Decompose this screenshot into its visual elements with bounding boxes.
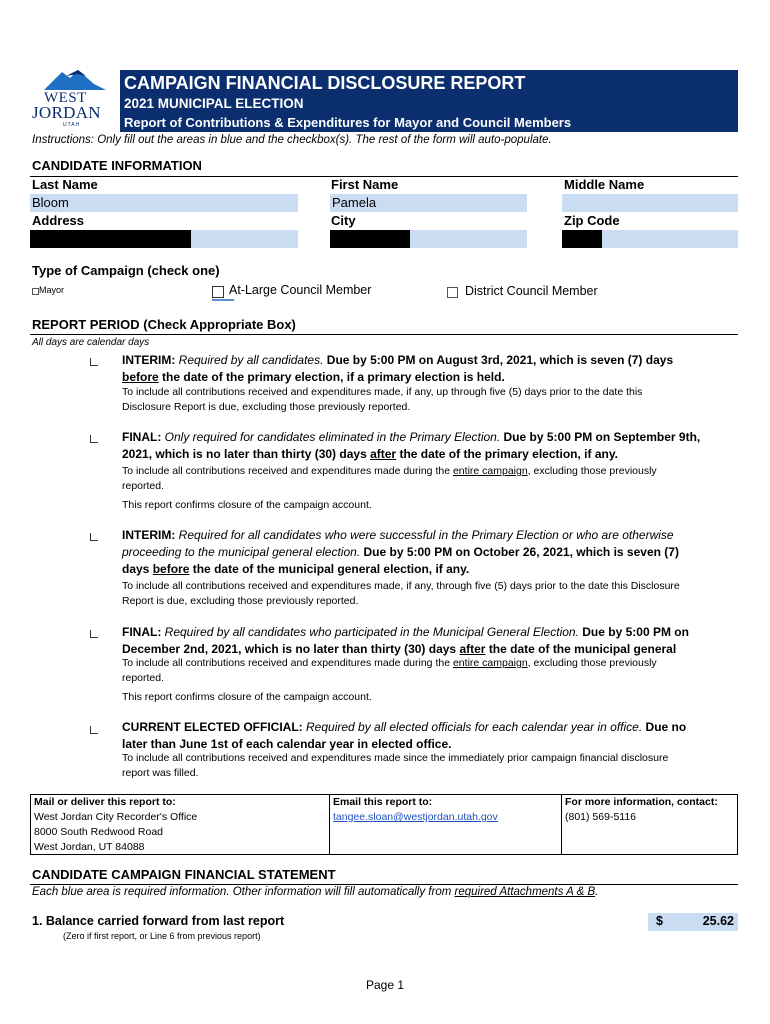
city-redaction (330, 230, 410, 248)
contact-phone: (801) 569-5116 (565, 811, 637, 823)
zip-redaction (562, 230, 602, 248)
logo-jordan: JORDAN (32, 103, 101, 122)
line1-label: 1. Balance carried forward from last report (32, 914, 285, 928)
address-redaction (30, 230, 191, 248)
elected-official-checkbox[interactable] (90, 726, 98, 734)
email-link[interactable]: tangee.sloan@westjordan.utah.gov (333, 811, 498, 823)
district-option-label: District Council Member (465, 284, 598, 298)
last-name-label: Last Name (32, 177, 98, 192)
city-label: City (331, 213, 356, 228)
report-subtitle: 2021 MUNICIPAL ELECTION (124, 96, 304, 111)
campaign-type-title: Type of Campaign (check one) (32, 263, 220, 278)
final-general-text: FINAL: Required by all candidates who participated in the Municipal General Election. Due by 5:00 PM on December 2nd, 2021, which is no later than thirty (30) days after the date of the municipal general (122, 625, 689, 656)
first-name-field[interactable]: Pamela (330, 194, 527, 212)
elected-official-text: CURRENT ELECTED OFFICIAL: Required by all elected officials for each calendar year in office. Due no later than June 1st of each calendar year in elected office. (122, 720, 687, 751)
interim-primary-detail: To include all contributions received and expenditures made, if any, up through five (5) days prior to the date this Disclosure Report is due, excluding those previously reported. (122, 386, 643, 413)
elected-official-detail: To include all contributions received and expenditures made since the immediately prior campaign financial disclosure report was filled. (122, 752, 669, 779)
statement-note: Each blue area is required information. Other information will fill automatically from required Attachments A & B. (32, 886, 599, 898)
final-primary-closure: This report confirms closure of the campaign account. (122, 499, 372, 511)
final-primary-detail: To include all contributions received and expenditures made during the entire campaign, excluding those previously reported. (122, 465, 657, 492)
middle-name-field[interactable] (562, 194, 738, 212)
line1-value: 25.62 (702, 914, 734, 928)
section-divider (30, 884, 738, 885)
report-period-title: REPORT PERIOD (Check Appropriate Box) (32, 317, 296, 332)
mayor-option-label: Mayor (39, 285, 65, 295)
page-number: Page 1 (366, 978, 405, 992)
interim-primary-checkbox[interactable] (90, 358, 98, 366)
logo-utah: UTAH (63, 122, 81, 128)
last-name-field[interactable]: Bloom (30, 194, 298, 212)
interim-general-detail: To include all contributions received and expenditures made, if any, through five (5) days prior to the date this Disclosure Report is due, excluding those previously reported. (122, 580, 680, 607)
mail-line: West Jordan, UT 84088 (34, 841, 145, 853)
line1-note: (Zero if first report, or Line 6 from previous report) (63, 931, 261, 941)
contact-column (562, 795, 737, 854)
final-general-detail: To include all contributions received and expenditures made during the entire campaign, excluding those previously reported. (122, 657, 657, 684)
report-title: CAMPAIGN FINANCIAL DISCLOSURE REPORT (124, 73, 526, 93)
district-checkbox[interactable] (447, 287, 458, 298)
interim-general-checkbox[interactable] (90, 533, 98, 541)
at-large-option-label: At-Large Council Member (229, 283, 372, 297)
report-subtitle-2: Report of Contributions & Expenditures for Mayor and Council Members (124, 115, 572, 130)
mail-line: 8000 South Redwood Road (34, 826, 164, 838)
west-jordan-logo (30, 68, 116, 130)
mail-column (31, 795, 330, 854)
final-general-closure: This report confirms closure of the campaign account. (122, 691, 372, 703)
logo-west: WEST (44, 90, 87, 106)
interim-general-text: INTERIM: Required for all candidates who were successful in the Primary Election or who are otherwise proceeding to the municipal general election. Due by 5:00 PM on October 26, 2021, which is seven (7) days before the date of the municipal general election, if any. (122, 528, 679, 576)
final-primary-text: FINAL: Only required for candidates eliminated in the Primary Election. Due by 5:00 PM on September 9th, 2021, which is no later than thirty (30) days after the date of the primary election, if any. (122, 430, 701, 461)
statement-title: CANDIDATE CAMPAIGN FINANCIAL STATEMENT (32, 867, 336, 882)
instructions: Instructions: Only fill out the areas in blue and the checkbox(s). The rest of the form will auto-populate. (32, 134, 552, 146)
address-label: Address (32, 213, 85, 228)
email-title: Email this report to: (333, 796, 433, 808)
line1-value-field[interactable] (648, 913, 738, 931)
mayor-checkbox[interactable] (32, 288, 39, 295)
header-banner (120, 70, 738, 132)
candidate-section-title: CANDIDATE INFORMATION (32, 158, 202, 173)
mail-title: Mail or deliver this report to: (34, 796, 176, 808)
email-column (330, 795, 562, 854)
zip-label: Zip Code (564, 213, 620, 228)
mail-line: West Jordan City Recorder's Office (34, 811, 198, 823)
checkbox-focus-underline (212, 299, 234, 301)
delivery-info-table (30, 794, 738, 855)
report-period-note: All days are calendar days (32, 337, 150, 348)
final-primary-checkbox[interactable] (90, 435, 98, 443)
middle-name-label: Middle Name (564, 177, 645, 192)
mountain-icon (44, 68, 106, 92)
final-general-checkbox[interactable] (90, 630, 98, 638)
at-large-checkbox[interactable] (212, 286, 224, 298)
currency-symbol: $ (656, 914, 663, 928)
contact-title: For more information, contact: (565, 796, 718, 808)
section-divider (30, 334, 738, 335)
first-name-label: First Name (331, 177, 399, 192)
interim-primary-text: INTERIM: Required by all candidates. Due by 5:00 PM on August 3rd, 2021, which is seven (7) days before the date of the primary election, if a primary election is held. (122, 353, 674, 384)
